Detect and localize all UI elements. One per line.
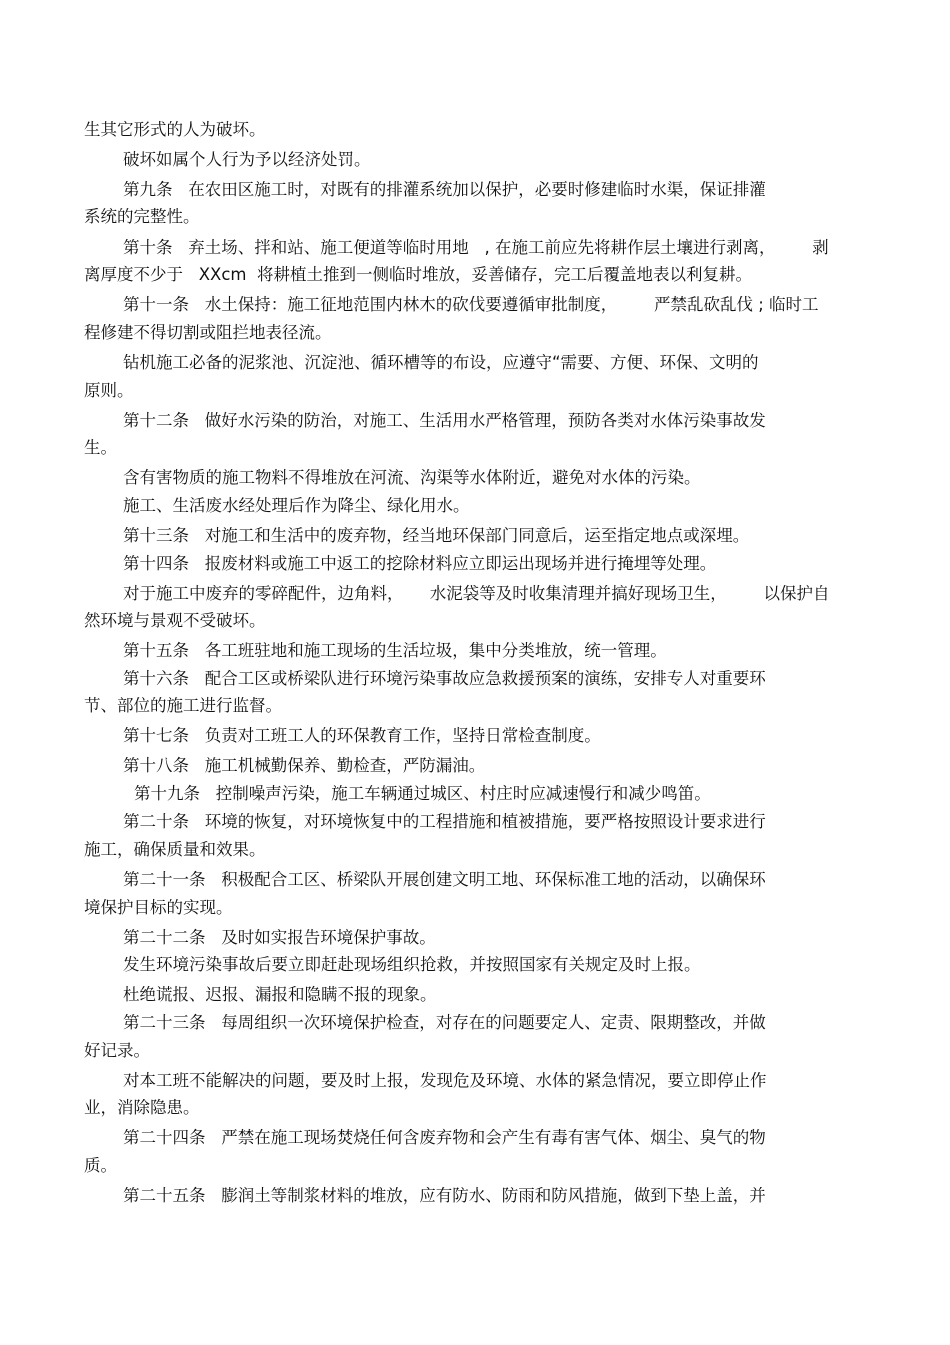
text-line: 第二十五条 膨润土等制浆材料的堆放，应有防水、防雨和防风措施，做到下垫上盖，并 xyxy=(123,1186,766,1205)
text-line: 钻机施工必备的泥浆池、沉淀池、循环槽等的布设，应遵守“需要、方便、环保、文明的 xyxy=(123,353,759,372)
text-line: 第十九条 控制噪声污染，施工车辆通过城区、村庄时应减速慢行和减少鸣笛。 xyxy=(134,784,711,803)
text-line: 程修建不得切割或阻拦地表径流。 xyxy=(84,323,332,342)
text-line: 第十五条 各工班驻地和施工现场的生活垃圾，集中分类堆放，统一管理。 xyxy=(123,641,667,660)
text-line: 施工、生活废水经处理后作为降尘、绿化用水。 xyxy=(123,496,470,515)
text-line: 生其它形式的人为破坏。 xyxy=(84,120,266,139)
text-line: 第十六条 配合工区或桥梁队进行环境污染事故应急救援预案的演练，安排专人对重要环 xyxy=(123,669,766,688)
text-line: 第二十条 环境的恢复，对环境恢复中的工程措施和植被措施，要严格按照设计要求进行 xyxy=(123,812,766,831)
text-line: 境保护目标的实现。 xyxy=(84,898,233,917)
text-line: 离厚度不少于 XXcm 将耕植土推到一侧临时堆放，妥善储存，完工后覆盖地表以利复耕。 xyxy=(84,265,752,284)
text-line: 含有害物质的施工物料不得堆放在河流、沟渠等水体附近，避免对水体的污染。 xyxy=(123,468,701,487)
text-line: 然环境与景观不受破坏。 xyxy=(84,611,266,630)
text-line: 杜绝谎报、迟报、漏报和隐瞒不报的现象。 xyxy=(123,985,437,1004)
text-line: 节、部位的施工进行监督。 xyxy=(84,696,282,715)
text-line: 业，消除隐患。 xyxy=(84,1098,200,1117)
text-line: 第十条 弃土场、拌和站、施工便道等临时用地 , 在施工前应先将耕作层土壤进行剥离， 剥 xyxy=(123,238,829,257)
text-line: 第十二条 做好水污染的防治，对施工、生活用水严格管理，预防各类对水体污染事故发 xyxy=(123,411,766,430)
text-line: 对于施工中废弃的零碎配件，边角料， 水泥袋等及时收集清理并搞好现场卫生， 以保护自 xyxy=(123,584,830,603)
text-line: 第二十二条 及时如实报告环境保护事故。 xyxy=(123,928,436,947)
text-line: 第二十一条 积极配合工区、桥梁队开展创建文明工地、环保标准工地的活动，以确保环 xyxy=(123,870,766,889)
text-line: 原则。 xyxy=(84,381,134,400)
text-line: 第十一条 水土保持：施工征地范围内林木的砍伐要遵循审批制度， 严禁乱砍乱伐 ; 临时工 xyxy=(123,295,819,314)
text-line: 第十四条 报废材料或施工中返工的挖除材料应立即运出现场并进行掩埋等处理。 xyxy=(123,554,717,573)
text-line: 质。 xyxy=(84,1156,117,1175)
text-line: 生。 xyxy=(84,438,117,457)
text-line: 系统的完整性。 xyxy=(84,207,200,226)
text-line: 第十八条 施工机械勤保养、勤检查，严防漏油。 xyxy=(123,756,486,775)
text-line: 发生环境污染事故后要立即赶赴现场组织抢救，并按照国家有关规定及时上报。 xyxy=(123,955,701,974)
text-line: 第十三条 对施工和生活中的废弃物，经当地环保部门同意后，运至指定地点或深埋。 xyxy=(123,526,750,545)
text-line: 第九条 在农田区施工时，对既有的排灌系统加以保护，必要时修建临时水渠，保证排灌 xyxy=(123,180,766,199)
text-line: 第二十三条 每周组织一次环境保护检查，对存在的问题要定人、定责、限期整改，并做 xyxy=(123,1013,766,1032)
text-line: 好记录。 xyxy=(84,1041,150,1060)
text-line: 对本工班不能解决的问题，要及时上报，发现危及环境、水体的紧急情况，要立即停止作 xyxy=(123,1071,767,1090)
text-line: 破坏如属个人行为予以经济处罚。 xyxy=(123,150,371,169)
text-line: 第二十四条 严禁在施工现场焚烧任何含废弃物和会产生有毒有害气体、烟尘、臭气的物 xyxy=(123,1128,766,1147)
text-line: 第十七条 负责对工班工人的环保教育工作，坚持日常检查制度。 xyxy=(123,726,601,745)
text-line: 施工，确保质量和效果。 xyxy=(84,840,266,859)
